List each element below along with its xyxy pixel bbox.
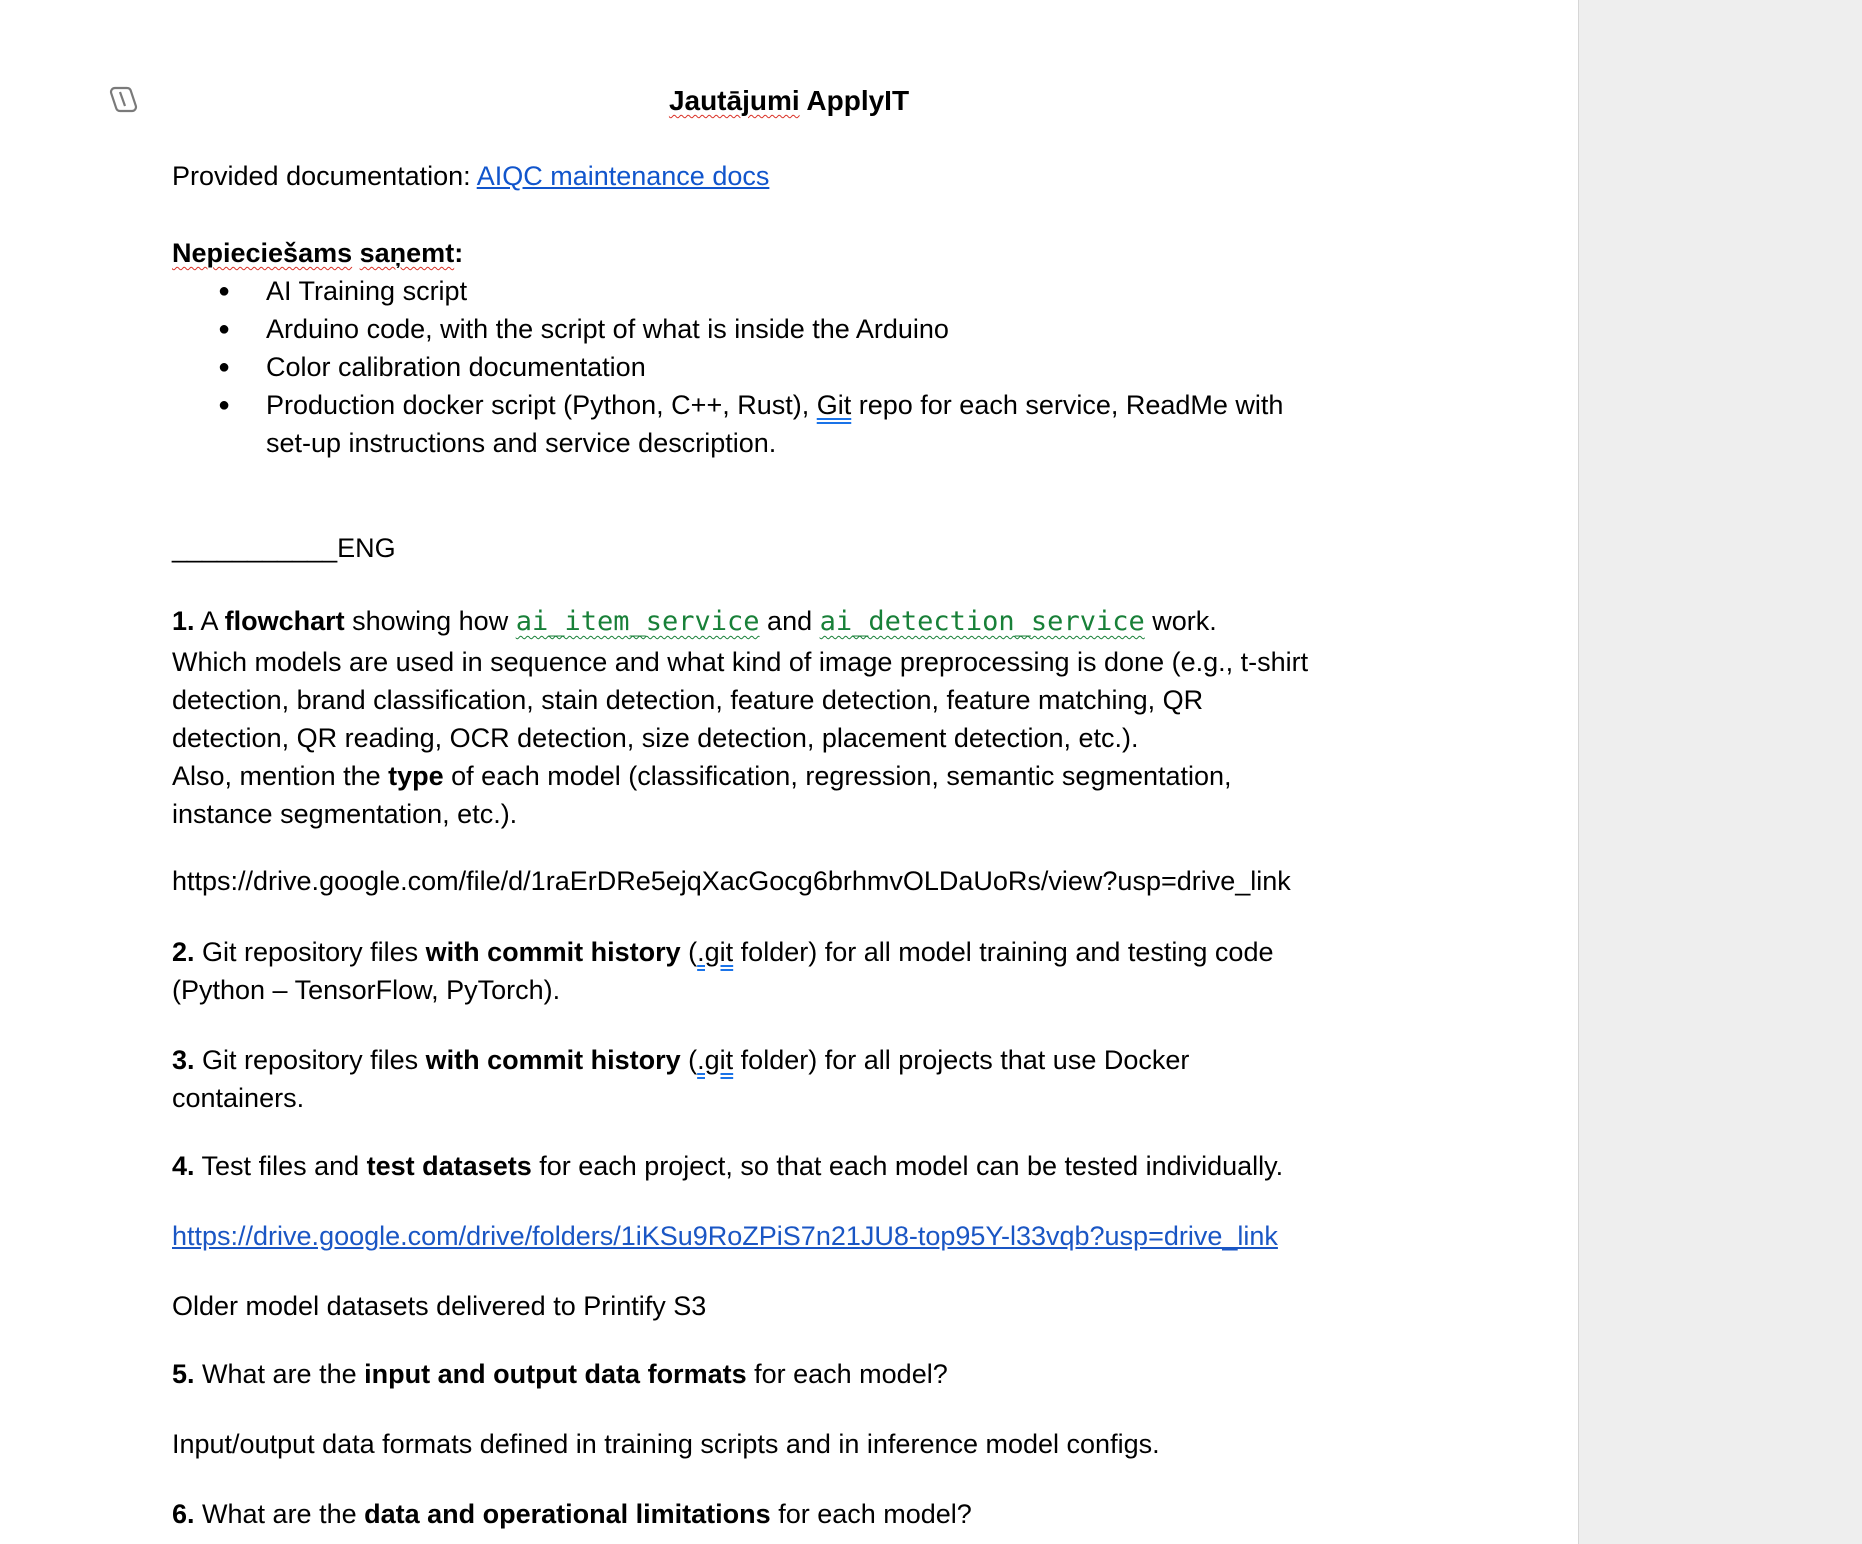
side-panel bbox=[1578, 0, 1862, 1544]
list-item: ● AI Training script bbox=[172, 272, 1412, 310]
question-3: 3. Git repository files with commit history (.git folder) for all projects that use Docker bbox=[172, 1045, 1190, 1075]
flowchart-url: https://drive.google.com/file/d/1raErDRe5ejqXacGocg6brhmvOLDaUoRs/view?usp=drive_link bbox=[172, 866, 1291, 896]
question-5: 5. What are the input and output data formats for each model? bbox=[172, 1359, 948, 1389]
question-2: 2. Git repository files with commit history (.git folder) for all model training and testing code bbox=[172, 937, 1274, 967]
question-5-answer: Input/output data formats defined in training scripts and in inference model configs. bbox=[172, 1429, 1160, 1459]
question-1-line: detection, brand classification, stain detection, feature detection, feature matching, QR bbox=[172, 685, 1204, 715]
question-6: 6. What are the data and operational limitations for each model? bbox=[172, 1499, 972, 1529]
question-1-line: instance segmentation, etc.). bbox=[172, 799, 518, 829]
datasets-link bbox=[172, 1217, 1412, 1255]
question-3-line: containers. bbox=[172, 1083, 305, 1113]
question-1-line: Also, mention the type of each model (classification, regression, semantic segmentation, bbox=[172, 761, 1232, 791]
requirements-list bbox=[172, 272, 1412, 462]
list-item: ● Production docker script (Python, C++, Rust), Git repo for each service, ReadMe with set-up instructions and service description. bbox=[172, 386, 1412, 462]
question-2-line: (Python – TensorFlow, PyTorch). bbox=[172, 975, 561, 1005]
aiqc-docs-link[interactable]: AIQC maintenance docs bbox=[476, 161, 770, 191]
document-title: Jautājumi ApplyIT bbox=[668, 85, 910, 116]
list-item: ● Color calibration documentation bbox=[172, 348, 1412, 386]
datasets-drive-link[interactable]: https://drive.google.com/drive/folders/1iKSu9RoZPiS7n21JU8-top95Y-l33vqb?usp=drive_link bbox=[172, 1221, 1278, 1251]
datasets-note: Older model datasets delivered to Printify S3 bbox=[172, 1291, 707, 1321]
provided-documentation: Provided documentation: AIQC maintenance docs bbox=[172, 161, 770, 191]
question-1: 1. A flowchart showing how ai_item_service and ai_detection_service work. bbox=[172, 606, 1217, 637]
eng-separator: ___________ENG bbox=[172, 533, 396, 563]
code-ai-item-service: ai_item_service bbox=[515, 606, 760, 637]
list-item: ● Arduino code, with the script of what is inside the Arduino bbox=[172, 310, 1412, 348]
question-1-line: Which models are used in sequence and what kind of image preprocessing is done (e.g., t-shirt bbox=[172, 647, 1309, 677]
code-ai-detection-service: ai_detection_service bbox=[819, 606, 1145, 637]
question-4: 4. Test files and test datasets for each project, so that each model can be tested individually. bbox=[172, 1151, 1284, 1181]
question-1-line: detection, QR reading, OCR detection, size detection, placement detection, etc.). bbox=[172, 723, 1139, 753]
need-heading: Nepieciešams saņemt: bbox=[172, 238, 464, 268]
